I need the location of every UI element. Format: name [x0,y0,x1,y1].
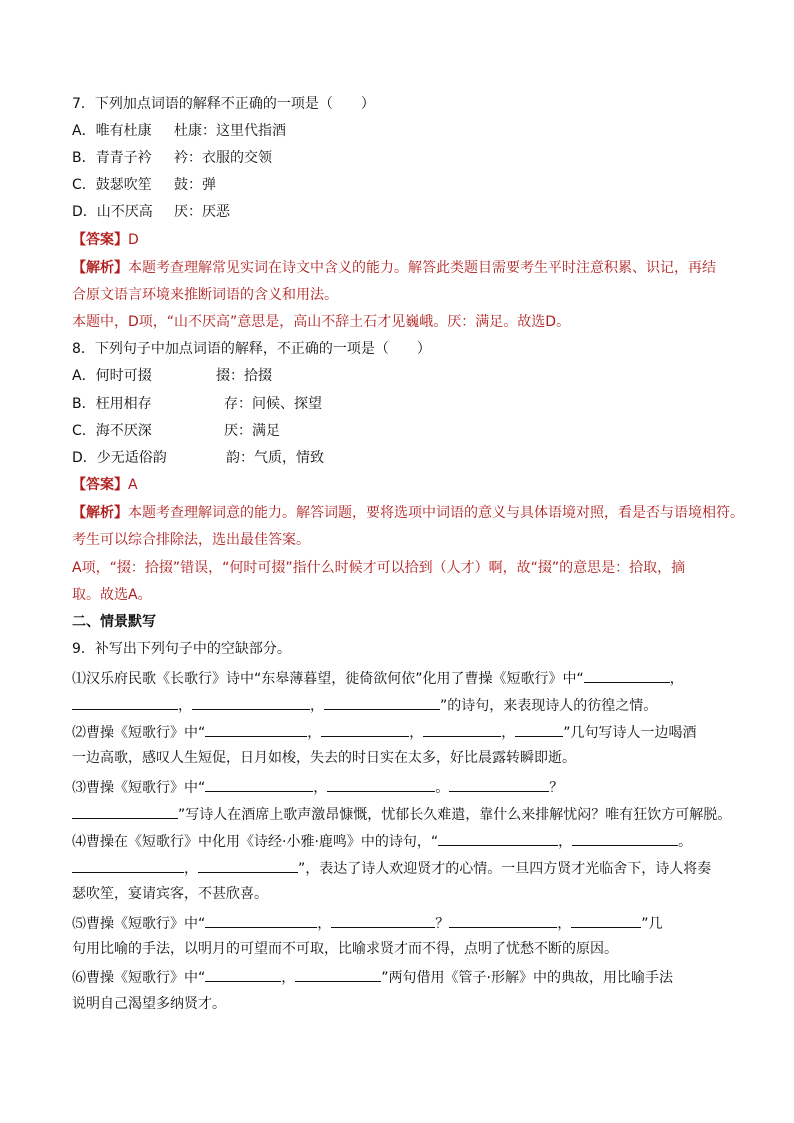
blank-field[interactable] [205,966,281,982]
blank-field[interactable] [327,776,435,792]
q8-analysis-3: A项，“掇：拾掇”错误，“何时可掇”指什么时候才可以拾到（人才）啊，故“掇”的意思是：拾取，摘 [72,560,686,576]
q9-4-line-2: ， ”，表达了诗人欢迎贤才的心情。一旦四方贤才光临舍下，诗人将奏 [72,857,734,877]
q9-3-line-2: ”写诗人在酒席上歌声激昂慷慨，忧郁长久难遣，靠什么来排解忧闷？唯有狂饮方可解脱。 [72,803,734,823]
blank-field[interactable] [449,912,557,928]
blank-field[interactable] [72,694,178,710]
blank-field[interactable] [572,830,678,846]
blank-field[interactable] [449,776,549,792]
q7-option-a: A．唯有杜康 杜康：这里代指酒 [72,123,286,139]
q9-1-line-1: ⑴汉乐府民歌《长歌行》诗中“东皋薄暮望，徙倚欲何依”化用了曹操《短歌行》中“ ， [72,667,734,687]
q7-question: 7．下列加点词语的解释不正确的一项是（ ） [72,96,375,112]
blank-field[interactable] [321,721,409,737]
q9-3-line-1: ⑶曹操《短歌行》中“ ， 。 ？ [72,776,734,796]
blank-field[interactable] [205,912,317,928]
blank-field[interactable] [515,721,563,737]
blank-field[interactable] [192,694,310,710]
blank-field[interactable] [438,830,558,846]
q9-1-line-2: ， ， ”的诗句，来表现诗人的彷徨之情。 [72,694,734,714]
q8-option-d: D．少无适俗韵 韵：气质，情致 [72,450,324,466]
blank-field[interactable] [584,667,670,683]
blank-field[interactable] [72,803,178,819]
q7-analysis-1: 【解析】本题考查理解常见实词在诗文中含义的能力。解答此类题目需要考生平时注意积累、识记，再结 [72,260,716,276]
blank-field[interactable] [72,857,184,873]
blank-field[interactable] [205,721,307,737]
blank-field[interactable] [423,721,501,737]
blank-field[interactable] [571,912,641,928]
blank-field[interactable] [295,966,381,982]
q8-option-c: C．海不厌深 厌：满足 [72,423,280,439]
q9-4-line-3: 瑟吹笙，宴请宾客，不甚欣喜。 [72,886,268,902]
q7-option-d: D．山不厌高 厌：厌恶 [72,204,230,220]
blank-field[interactable] [331,912,435,928]
q8-question: 8．下列句子中加点词语的解释，不正确的一项是（ ） [72,341,431,357]
q9-5-line-1: ⑸曹操《短歌行》中“ ， ？ ， ”几 [72,912,734,932]
q7-option-b: B．青青子衿 衿：衣服的交领 [72,150,272,166]
q8-answer: 【答案】A [72,477,138,493]
q8-analysis-4: 取。故选A。 [72,587,152,603]
q7-answer: 【答案】D [72,232,139,248]
q8-analysis-2: 考生可以综合排除法，选出最佳答案。 [72,532,310,548]
q9-title: 9．补写出下列句子中的空缺部分。 [72,641,291,657]
q9-5-line-2: 句用比喻的手法，以明月的可望而不可取，比喻求贤才而不得，点明了忧愁不断的原因。 [72,941,618,957]
q9-2-line-2: 一边高歌，感叹人生短促，日月如梭，失去的时日实在太多，好比晨露转瞬即逝。 [72,750,576,766]
blank-field[interactable] [324,694,440,710]
q9-6-line-1: ⑹曹操《短歌行》中“ ， ”两句借用《管子·形解》中的典故，用比喻手法 [72,966,734,986]
section-heading: 二、情景默写 [72,614,156,630]
q7-analysis-3: 本题中，D项，“山不厌高”意思是，高山不辞土石才见巍峨。厌：满足。故选D。 [72,314,571,330]
q9-6-line-2: 说明自己渴望多纳贤才。 [72,996,226,1012]
q8-option-b: B．枉用相存 存：问候、探望 [72,396,322,412]
q9-2-line-1: ⑵曹操《短歌行》中“ ， ， ， ”几句写诗人一边喝酒 [72,721,734,741]
q8-option-a: A．何时可掇 掇：拾掇 [72,368,272,384]
q9-4-line-1: ⑷曹操在《短歌行》中化用《诗经·小雅·鹿鸣》中的诗句，“ ， 。 [72,830,734,850]
blank-field[interactable] [205,776,313,792]
q8-analysis-1: 【解析】本题考查理解词意的能力。解答词题，要将选项中词语的意义与具体语境对照，看是否与语境相符。 [72,505,744,521]
q7-analysis-2: 合原文语言环境来推断词语的含义和用法。 [72,287,338,303]
blank-field[interactable] [198,857,298,873]
q7-option-c: C．鼓瑟吹笙 鼓：弹 [72,177,216,193]
